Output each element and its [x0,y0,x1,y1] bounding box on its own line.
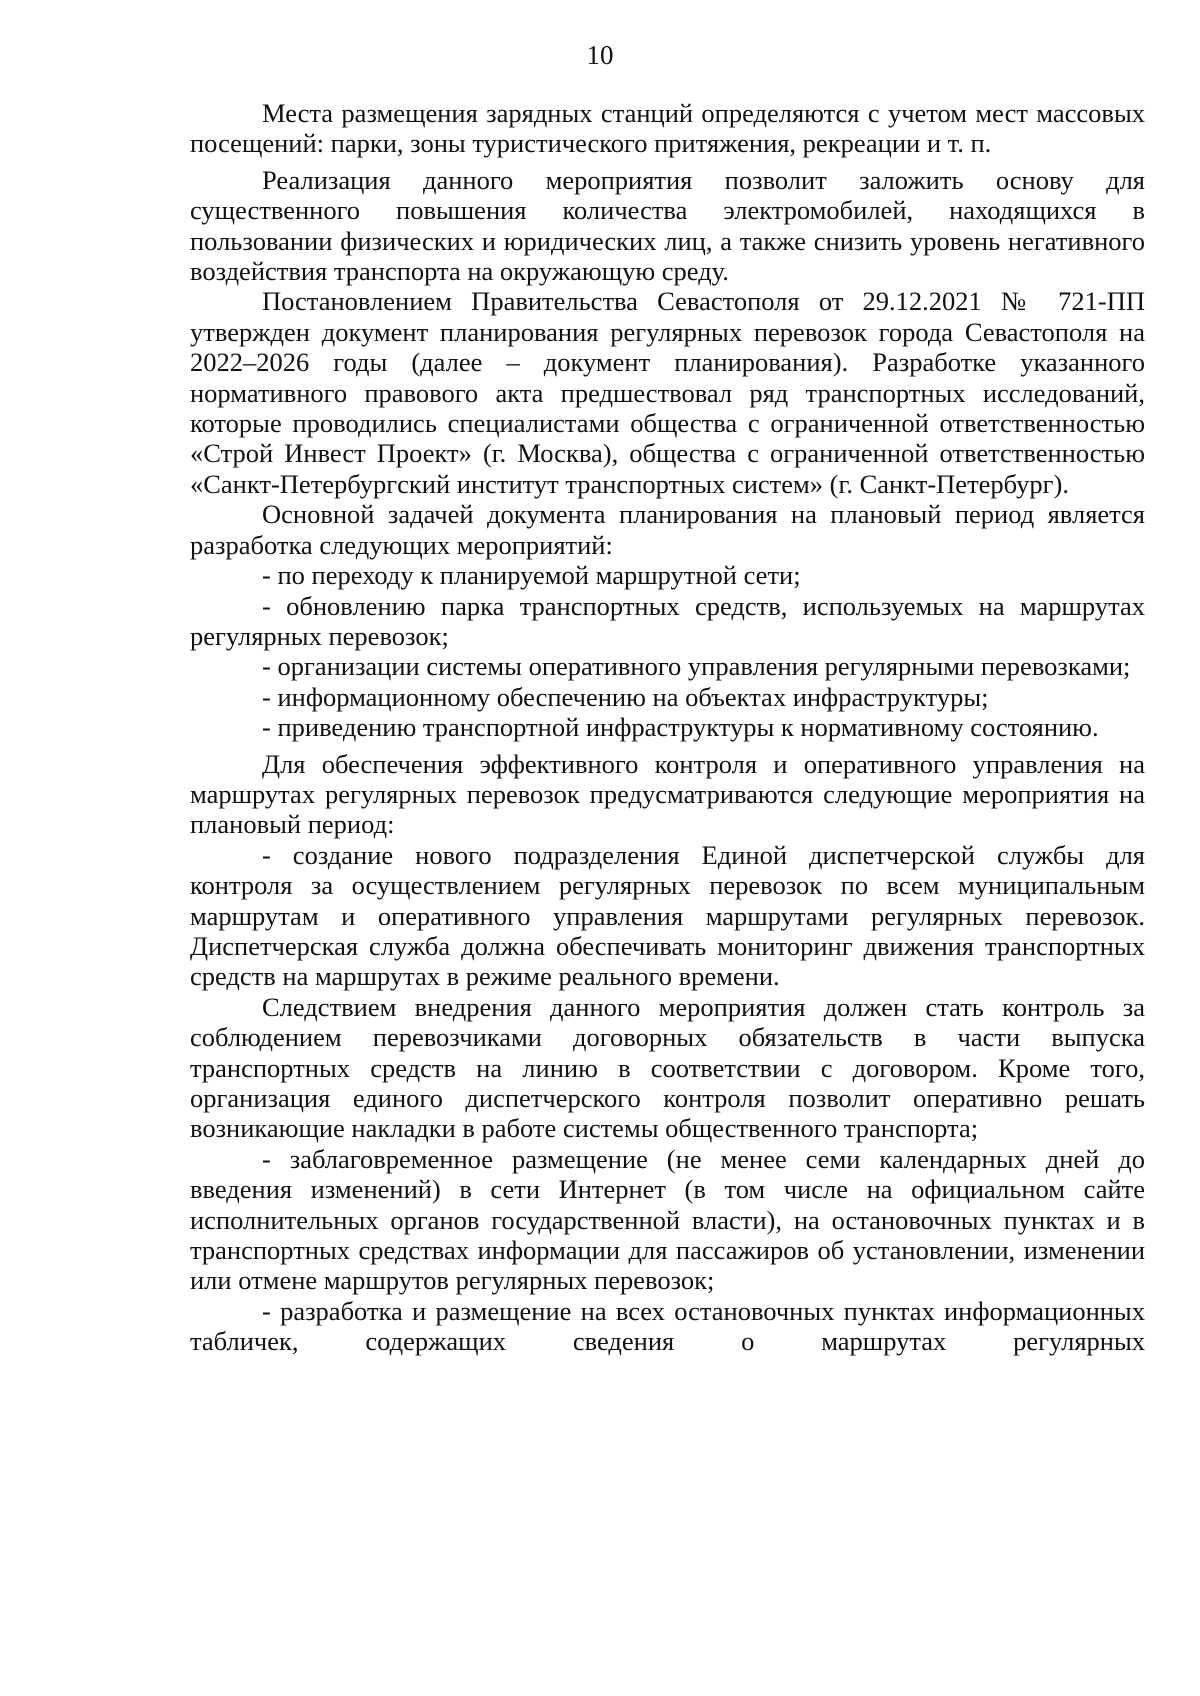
list-item-fleet-renewal: - обновлению парка транспортных средств, используемых на маршрутах регулярных перевозок; [190,590,1145,651]
list-item-information-support: - информационному обеспечению на объектах инфраструктуры; [262,681,989,712]
paragraph-control-measures: Для обеспечения эффективного контроля и оперативного управления на маршрутах регулярных перевозок предусматриваются следующие мероприятия на плановый период: [190,748,1145,840]
paragraph-implementation: Реализация данного мероприятия позволит заложить основу для существенного повышения количества электромобилей, находящихся в пользовании физических и юридических лиц, а также снизить уровень негативного воздействия транспорта на окружающую среду. [190,164,1145,287]
paragraph-charging-stations: Места размещения зарядных станций определяются с учетом мест массовых посещений: парки, зоны туристического притяжения, рекреации и т. п. [190,98,1145,159]
list-item-route-network: - по переходу к планируемой маршрутной сети; [262,560,801,591]
page-number: 10 [586,40,614,70]
paragraph-main-task: Основной задачей документа планирования на плановый период является разработка следующих мероприятий: [190,499,1145,560]
list-item-dispatch-service: - создание нового подразделения Единой диспетчерской службы для контроля за осуществлением регулярных перевозок по всем муниципальным маршрутам и оперативного управления маршрутами регулярных перевозок. Диспетчерская служба должна обеспечивать мониторинг движения транспортных средств на маршрутах в режиме реального времени. [190,839,1145,992]
document-body [190,98,1145,1357]
list-item-operational-management: - организации системы оперативного управления регулярными перевозками; [262,651,1131,682]
paragraph-resolution: Постановлением Правительства Севастополя от 29.12.2021 № 721-ПП утвержден документ планирования регулярных перевозок города Севастополя на 2022–2026 годы (далее – документ планирования). Разработке указанного нормативного правового акта предшествовал ряд транспортных исследований, которые проводились специалистами общества с ограниченной ответственностью «Строй Инвест Проект» (г. Москва), общества с ограниченной ответственностью «Санкт-Петербургский институт транспортных систем» (г. Санкт-Петербург). [190,286,1145,499]
list-item-advance-notice: - заблаговременное размещение (не менее семи календарных дней до введения изменений) в сети Интернет (в том числе на официальном сайте исполнительных органов государственной власти), на остановочных пунктах и в транспортных средствах информации для пассажиров об установлении, изменении или отмене маршрутов регулярных перевозок; [190,1143,1145,1296]
list-item-infrastructure: - приведению транспортной инфраструктуры к нормативному состоянию. [262,712,1099,743]
paragraph-consequence: Следствием внедрения данного мероприятия должен стать контроль за соблюдением перевозчиками договорных обязательств в части выпуска транспортных средств на линию в соответствии с договором. Кроме того, организация единого диспетчерского контроля позволит оперативно решать возникающие накладки в работе системы общественного транспорта; [190,991,1145,1144]
list-item-info-plates: - разработка и размещение на всех остановочных пунктах информационных табличек, содержащих сведения о маршрутах регулярных [190,1295,1145,1357]
